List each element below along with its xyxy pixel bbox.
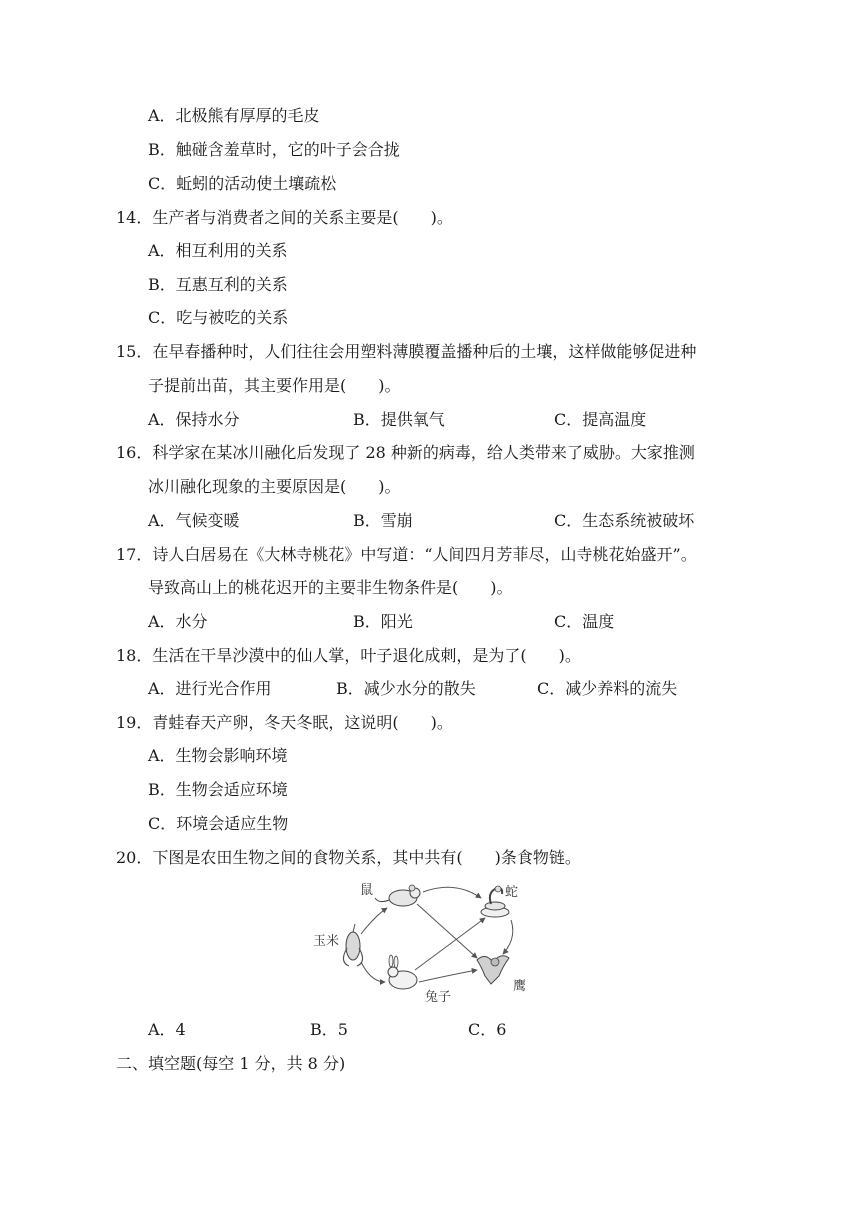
- q20-option-b: B．5: [310, 1020, 348, 1039]
- q17-stem-line2: 导致高山上的桃花迟开的主要非生物条件是( )。: [148, 578, 513, 597]
- q17-option-c: C．温度: [554, 612, 615, 631]
- section-title: 二、填空题(每空 1 分，共 8 分): [116, 1054, 346, 1073]
- q20-option-a: A．4: [148, 1020, 186, 1039]
- q18-option-c: C．减少养料的流失: [537, 679, 678, 698]
- q16-option-a: A．气候变暖: [148, 511, 240, 530]
- q19-stem: 19．青蛙春天产卵，冬天冬眠，这说明( )。: [116, 713, 453, 732]
- q18-option-b: B．减少水分的散失: [336, 679, 476, 698]
- arrow-snake-eagle: [503, 920, 513, 954]
- q15-stem-line1: 15．在早春播种时，人们往往会用塑料薄膜覆盖播种后的土壤，这样做能够促进种: [116, 342, 697, 361]
- q16-option-c: C．生态系统被破坏: [554, 511, 695, 530]
- q20-option-c: C．6: [468, 1020, 507, 1039]
- q16-stem-line1: 16．科学家在某冰川融化后发现了 28 种新的病毒，给人类带来了威胁。大家推测: [116, 443, 695, 462]
- corn-icon: [343, 924, 362, 966]
- label-eagle: 鹰: [513, 979, 527, 994]
- q17-stem-line1: 17．诗人白居易在《大林寺桃花》中写道：“人间四月芳菲尽，山寺桃花始盛开”。: [116, 545, 697, 564]
- q15-option-b: B．提供氧气: [353, 410, 445, 429]
- q17-option-a: A．水分: [148, 612, 208, 631]
- arrow-corn-rat: [361, 908, 387, 934]
- arrow-corn-rabbit: [361, 962, 385, 982]
- label-corn: 玉米: [313, 934, 340, 949]
- q16-stem-line2: 冰川融化现象的主要原因是( )。: [148, 477, 401, 496]
- arrow-rat-snake: [423, 887, 481, 898]
- q13-option-c: C．蚯蚓的活动使土壤疏松: [148, 174, 337, 193]
- q14-option-a: A．相互利用的关系: [148, 241, 288, 260]
- rabbit-icon: [388, 955, 417, 989]
- q14-stem: 14．生产者与消费者之间的关系主要是( )。: [116, 208, 453, 227]
- q20-stem: 20．下图是农田生物之间的食物关系，其中共有( )条食物链。: [116, 848, 581, 867]
- q13-option-b: B．触碰含羞草时，它的叶子会合拢: [148, 140, 400, 159]
- arrow-rabbit-eagle: [419, 970, 477, 982]
- label-rat: 鼠: [360, 883, 374, 898]
- q18-option-a: A．进行光合作用: [148, 679, 272, 698]
- q14-option-b: B．互惠互利的关系: [148, 275, 288, 294]
- label-rabbit: 兔子: [425, 990, 452, 1005]
- q15-stem-line2: 子提前出苗，其主要作用是( )。: [148, 376, 401, 395]
- q14-option-c: C．吃与被吃的关系: [148, 308, 289, 327]
- arrow-rabbit-snake: [415, 918, 485, 970]
- food-web-diagram: [305, 878, 535, 1006]
- rat-icon: [375, 885, 420, 906]
- q15-option-c: C．提高温度: [554, 410, 647, 429]
- q19-option-a: A．生物会影响环境: [148, 746, 288, 765]
- q16-option-b: B．雪崩: [353, 511, 413, 530]
- q18-stem: 18．生活在干旱沙漠中的仙人掌，叶子退化成刺，是为了( )。: [116, 646, 581, 665]
- q17-option-b: B．阳光: [353, 612, 413, 631]
- q19-option-b: B．生物会适应环境: [148, 780, 288, 799]
- q15-option-a: A．保持水分: [148, 410, 240, 429]
- q13-option-a: A．北极熊有厚厚的毛皮: [148, 106, 320, 125]
- eagle-icon: [477, 956, 509, 984]
- label-snake: 蛇: [505, 885, 519, 900]
- q19-option-c: C．环境会适应生物: [148, 814, 289, 833]
